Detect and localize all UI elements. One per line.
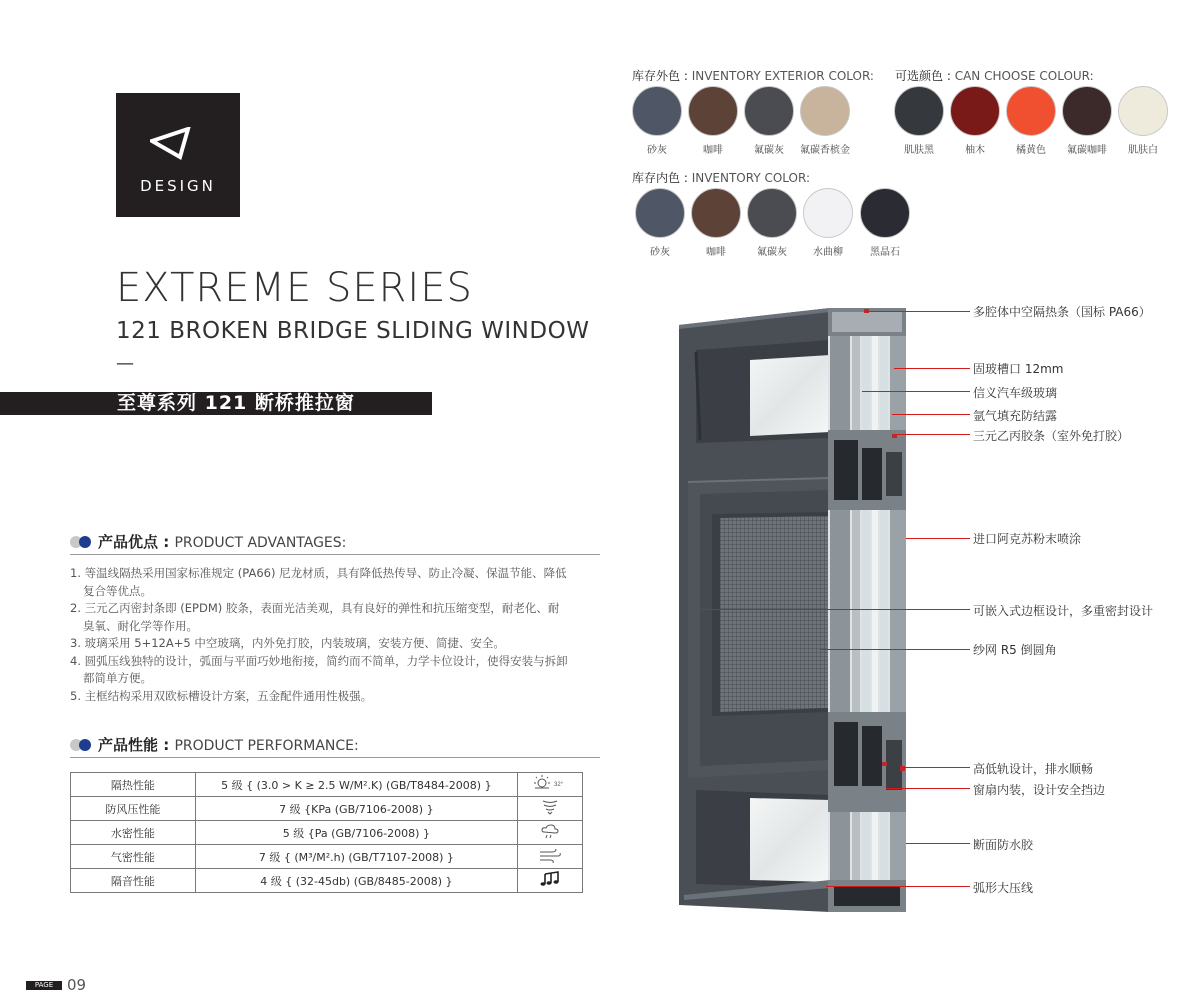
swatch-name: 砂灰 [647,145,667,156]
callout-leader [820,649,970,650]
color-swatch[interactable] [744,86,794,136]
swatch-name: 氟碳灰 [754,145,784,156]
table-row [71,773,583,797]
chinese-title: 至尊系列 121 断桥推拉窗 [117,392,355,414]
thermal-icon-label: 32° [554,782,564,788]
callout-leader [906,843,970,844]
advantages-label-en: PRODUCT ADVANTAGES: [174,535,347,551]
color-swatch[interactable] [747,188,797,238]
swatch-name: 氟碳灰 [757,247,787,258]
perf-name: 防风压性能 [71,797,196,821]
performance-label-cn: 产品性能 : [98,736,175,754]
advantages-label-cn: 产品优点 : [98,533,175,551]
color-swatch[interactable] [632,86,682,136]
optional-label-en: CAN CHOOSE COLOUR: [954,69,1094,83]
perf-value: 7 级 {KPa (GB/7106-2008) } [195,797,517,821]
callout-label: 信义汽车级玻璃 [973,386,1058,400]
color-swatch[interactable] [803,188,853,238]
callout-leader [690,609,970,610]
logo-text: DESIGN [140,177,216,195]
performance-heading [70,733,600,758]
advantages-heading [70,530,600,555]
interior-label-en: INVENTORY COLOR: [691,171,810,185]
table-row [71,869,583,893]
table-row [71,821,583,845]
advantage-item: 2. 三元乙丙密封条即 (EPDM) 胶条，表面光洁美观，具有良好的弹性和抗压缩变型，耐老化、耐臭氧、耐化学等作用。 [70,601,560,633]
swatch-name: 橘黄色 [1016,145,1046,156]
air-icon [518,845,583,869]
table-row [71,797,583,821]
swatch-name: 砂灰 [650,247,670,258]
page-tag: PAGE [26,981,62,990]
callout-label: 断面防水胶 [973,838,1034,852]
color-swatch[interactable] [800,86,850,136]
optional-label-cn: 可选颜色 : [895,69,955,83]
callout-label: 氩气填充防结露 [973,409,1058,423]
perf-value: 7 级 { (M³/M².h) (GB/T7107-2008) } [195,845,517,869]
perf-name: 隔热性能 [71,773,196,797]
swatch-name: 咖啡 [706,247,726,258]
color-swatch[interactable] [688,86,738,136]
perf-value: 5 级 { (3.0 > K ≥ 2.5 W/M².K) (GB/T8484-2008) } [195,773,517,797]
callout-label: 纱网 R5 倒圆角 [973,643,1057,657]
product-subtitle: 121 BROKEN BRIDGE SLIDING WINDOW [116,318,590,344]
callout-label: 高低轨设计，排水顺畅 [973,762,1094,776]
callout-leader [906,538,970,539]
callout-leader [862,391,970,392]
callout-label: 弧形大压线 [973,881,1034,895]
callout-leader [900,767,970,768]
color-swatch[interactable] [1006,86,1056,136]
color-swatch[interactable] [635,188,685,238]
swatch-name: 肌肤黑 [904,145,934,156]
swatch-name: 柚木 [965,145,985,156]
perf-name: 隔音性能 [71,869,196,893]
callout-label: 可嵌入式边框设计，多重密封设计 [973,604,1154,618]
advantage-item: 4. 圆弧压线独特的设计，弧面与平面巧妙地衔接，简约而不简单，力学卡位设计，使得安装与拆卸都简单方便。 [70,653,568,685]
callout-label: 三元乙丙胶条（室外免打胶） [973,429,1130,443]
swatch-name: 氟碳香槟金 [800,145,850,156]
swatch-name: 咖啡 [703,145,723,156]
perf-name: 水密性能 [71,821,196,845]
advantages-list [70,565,570,705]
advantage-item: 1. 等温线隔热采用国家标准规定 (PA66) 尼龙材质，具有降低热传导、防止冷凝、保温节能、降低复合等优点。 [70,566,567,598]
swatch-name: 水曲柳 [813,247,843,258]
callout-label: 固玻槽口 12mm [973,362,1064,376]
page-number: 09 [67,976,87,994]
exterior-label-en: INVENTORY EXTERIOR COLOR: [691,69,874,83]
exterior-color-label [632,67,874,84]
callout-leader [826,886,970,887]
advantage-item: 3. 玻璃采用 5+12A+5 中空玻璃，内外免打胶，内装玻璃，安装方便、简捷、安全。 [70,636,505,650]
advantage-item: 5. 主框结构采用双欧标槽设计方案，五金配件通用性极强。 [70,688,373,703]
wind-pressure-icon [518,797,583,821]
callout-leader [894,368,970,369]
callout-leader [892,414,970,415]
window-section-diagram [620,300,920,930]
perf-value: 4 级 { (32-45db) (GB/8485-2008) } [195,869,517,893]
interior-color-label [632,169,810,186]
performance-label-en: PRODUCT PERFORMANCE: [174,738,359,754]
callout-label: 多腔体中空隔热条（国标 PA66） [973,305,1151,319]
music-icon [518,869,583,893]
callout-label: 窗扇内装，设计安全挡边 [973,783,1106,797]
perf-value: 5 级 {Pa (GB/7106-2008) } [195,821,517,845]
table-row [71,845,583,869]
color-swatch[interactable] [1118,86,1168,136]
thermal-icon [518,773,583,797]
callout-leader [896,434,970,435]
series-title: EXTREME SERIES [116,265,473,311]
color-swatch[interactable] [691,188,741,238]
swatch-name: 氟碳咖啡 [1067,145,1107,156]
color-swatch[interactable] [860,188,910,238]
color-swatch[interactable] [950,86,1000,136]
swatch-name: 黑晶石 [870,247,900,258]
title-dash: — [116,353,134,374]
perf-name: 气密性能 [71,845,196,869]
optional-color-label [895,67,1094,84]
color-swatch[interactable] [1062,86,1112,136]
design-logo [116,93,240,217]
arrow-logo-icon [150,127,206,167]
color-swatch[interactable] [894,86,944,136]
callout-leader [866,311,970,312]
performance-table [70,772,583,893]
exterior-label-cn: 库存外色 : [632,69,692,83]
rain-icon [518,821,583,845]
swatch-name: 肌肤白 [1128,145,1158,156]
callout-leader [886,788,970,789]
callout-label: 进口阿克苏粉末喷涂 [973,532,1082,546]
interior-label-cn: 库存内色 : [632,171,692,185]
